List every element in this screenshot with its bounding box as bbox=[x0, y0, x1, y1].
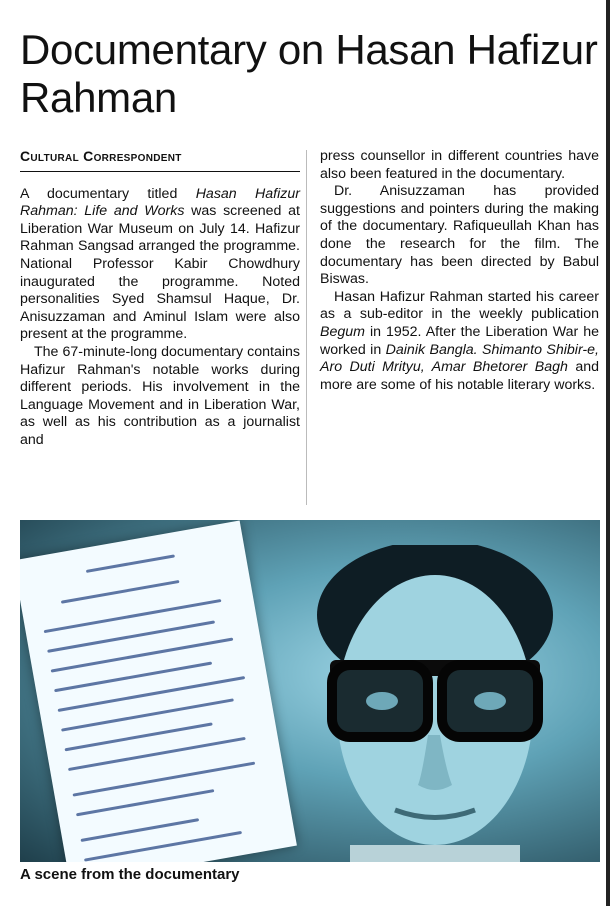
byline: Cultural Correspondent bbox=[20, 148, 300, 172]
text: was screened at Liberation War Museum on July 14. Hafizur Rahman Sangsad arranged the programme. National Professor Kabir Chowdhury inaugurated the programme. Noted personalities Syed Shamsul Haque, Dr. Anisuzzaman and Aminul Islam were also present at the programme. bbox=[20, 203, 300, 343]
text: Hasan Hafizur Rahman started his career as a sub-editor in the weekly publication bbox=[320, 288, 599, 323]
column-divider bbox=[306, 150, 307, 505]
paragraph bbox=[320, 289, 599, 395]
literary-works: Dainik Bangla. Shimanto Shibir-e, Aro Duti Mrityu, Amar Bhetorer Bagh bbox=[320, 341, 599, 376]
publication-name: Begum bbox=[320, 323, 365, 340]
page-edge bbox=[606, 0, 610, 906]
paragraph bbox=[20, 186, 300, 344]
documentary-photo bbox=[20, 520, 600, 862]
paragraph: The 67-minute-long documentary contains Hafizur Rahman's notable works during different periods. His involvement in the Language Movement and in Liberation War, as well as his contribution as a journalist and bbox=[20, 343, 300, 448]
photo-caption: A scene from the documentary bbox=[20, 866, 240, 883]
paragraph: Dr. Anisuzzaman has provided suggestions and pointers during the making of the documentary. Rafiqueullah Khan has done the research for the film. The documentary has been directed by Babul Biswas. bbox=[320, 183, 599, 288]
article-column-right bbox=[320, 148, 599, 394]
article-column-left bbox=[20, 148, 300, 450]
manuscript-page-image bbox=[20, 521, 297, 862]
portrait-image bbox=[310, 545, 560, 862]
text: in 1952. After the Liberation War he worked in bbox=[320, 323, 599, 358]
documentary-title: Hasan Hafizur Rahman: Life and Works bbox=[20, 185, 300, 220]
headline: Documentary on Hasan Hafizur Rahman bbox=[20, 26, 598, 121]
text: and more are some of his notable literary works. bbox=[320, 359, 599, 393]
paragraph: press counsellor in different countries have also been featured in the documentary. bbox=[320, 148, 599, 182]
text: A documentary titled bbox=[20, 185, 196, 202]
